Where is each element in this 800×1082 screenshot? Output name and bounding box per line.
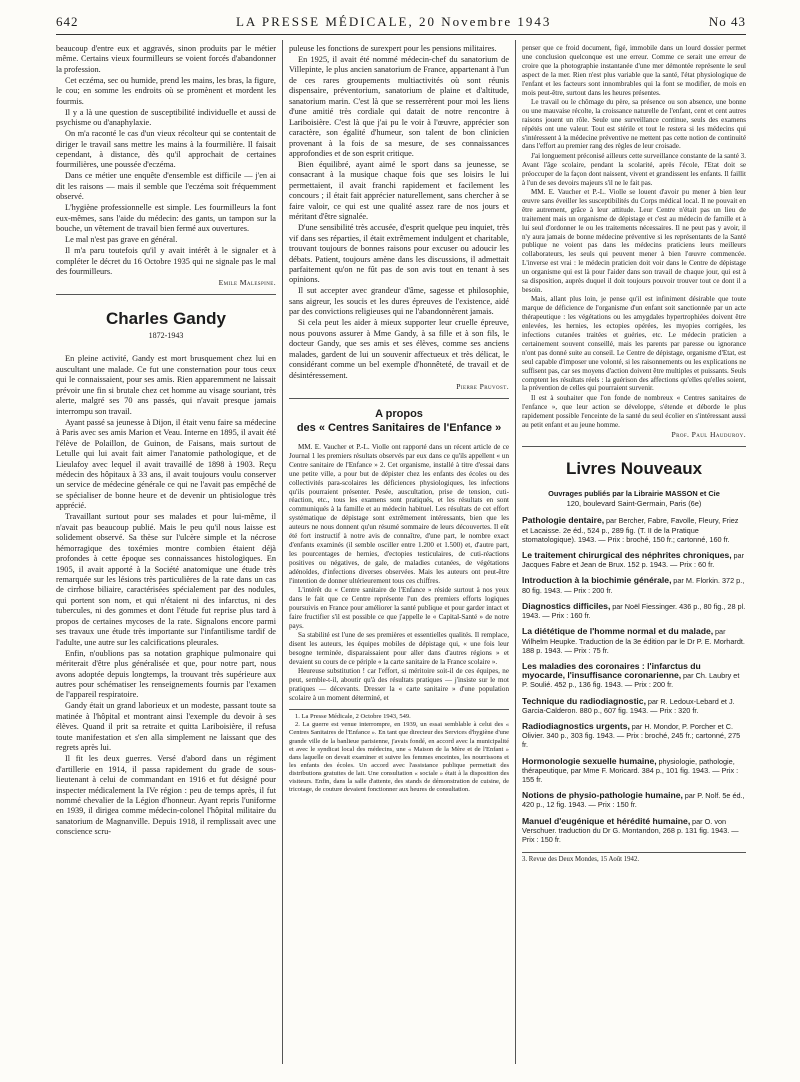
- book-details: par Bercher, Fabre, Favolle, Fleury, Friez et Lacaisse. 2e éd., 524 p., 289 fig. (T. II de la Pratique stomatologique). 1943. — Prix : broché, 150 fr.; cartonné, 160 fr.: [522, 516, 739, 544]
- author-signature: Pierre Pruvost.: [456, 382, 509, 391]
- book-title: Notions de physio-pathologie humaine,: [522, 790, 683, 801]
- paragraph: beaucoup d'entre eux et aggravés, sinon produits par le métier même. Certains vieux fourmilleurs se voient forcés d'abandonner la profession.: [56, 44, 276, 74]
- article-body: [289, 443, 509, 703]
- author-signature: Emile Malespine.: [218, 278, 276, 288]
- issue-number: No 43: [708, 14, 746, 29]
- book-details: par Ch. Laubry et P. Soulié. 452 p., 136 fig. 1943. — Prix : 200 fr.: [522, 671, 740, 690]
- paragraph: Travaillant surtout pour ses malades et pour lui-même, il n'avait pas beaucoup publié. Mais le peu qu'il nous laisse est solidement observé. Sa thèse sur l'ulcère simple et la nécrose hémorragique des toxémies montre combien étaient déjà profondes à cette époque ses connaissances histologiques. En 1905, il avait apporté à la Société anatomique une étude très remarquée sur les lésions très particulières de la rate dans un cas de cirrhose biliaire, caractérisées spécialement par des nodules, qui portent son nom, et qui n'étaient ni des infarctus, ni des tubercules, ni des gommes et dont l'étude fut reprise plus tard à propos de certaines mycoses de la rate. Signalons encore parmi ses travaux une étude très importante sur l'infantilisme tardif de l'adulte, une autre sur les calcifications pleurales.: [56, 512, 276, 647]
- article-title: Charles Gandy: [106, 309, 226, 329]
- article-title-line: A propos: [375, 408, 423, 420]
- book-entry: [522, 757, 746, 785]
- book-details: physiologie, pathologie, thérapeutique, par Mme F. Moricard. 384 p., 101 fig. 1943. — Prix : 155 fr.: [522, 756, 739, 784]
- publisher-name: Ouvrages publiés par la Librairie MASSON et Cie: [548, 489, 720, 499]
- paragraph: Enfin, n'oublions pas sa notation graphique pulmonaire qui mériterait d'être plus généralisée et que, pour notre part, nous avons adoptée depuis longtemps, la trouvant très supérieure aux autres pour schématiser les renseignements fournis par l'examen de l'appareil respiratoire.: [56, 648, 276, 700]
- author-signature: Prof. Paul Hauduroy.: [671, 430, 746, 440]
- footnote: 2. La guerre est venue interrompre, en 1939, un essai semblable à celui des « Centres Sanitaires de l'Enfance ». En tant que directeur des Services d'hygiène d'une grande ville de la banlieue parisienne, j'avais fondé, en accord avec la municipalité et avec le syndicat local des médecins, une « Maison de la Mère et de l'Enfant » dans laquelle on devait examiner et suivre les femmes enceintes, les nourrissons et les enfants des écoles. Un accord avec l'assistance publique permettait des distributions gratuites de lait. Une consultation « sociale » était à la disposition des visiteurs. Enfin, dans la salle d'attente, des stands de démonstration de cuisine, de tricotage, de couture devaient fonctionner aux heures de consultation.: [289, 721, 509, 794]
- column-1: [56, 44, 276, 1064]
- book-title: Diagnostics difficiles,: [522, 600, 611, 611]
- apropos-article-continued: [522, 44, 746, 429]
- column-2: [289, 44, 509, 1064]
- header-rule: [56, 34, 746, 35]
- paragraph: MM. E. Vaucher et P.-L. Violle se louent d'avoir pu mener à bien leur œuvre sans éveiller les susceptibilités du Corps médical local. Il ne pouvait en être autrement, grâce à leur attitude. Leur Centre n'était pas un lieu de traitement mais un organisme de dépistage et c'est au médecin de famille et à lui seul d'ordonner le ou les traitements nécessaires. Il ne peut pas y avoir, il n'y aura jamais de bonne médecine préventive si les représentants de la Santé publique ne voient pas dans les médecins praticiens leurs meilleurs collaborateurs, les seuls qui peuvent mener à bien l'œuvre commencée. L'inverse est vrai : le médecin praticien doit voir dans le Centre de dépistage un organisme qui est là pour l'aider dans son travail de chaque jour, qui est à sa disposition, auprès duquel il doit toujours pouvoir trouver tout ce dont il a besoin.: [522, 188, 746, 294]
- footnotes: [289, 709, 509, 794]
- column-separator: [282, 40, 283, 1064]
- fourmilleurs-article: [56, 44, 276, 287]
- paragraph: penser que ce froid document, figé, immobile dans un lourd dossier permet une conclusion quelconque est une erreur. Comme ce serait une erreur de croire que la photographie instantanée d'une mer démontée représente le seul aspect de la mer. Rien n'est plus variable que la santé, l'état physiologique de l'enfant et les facteurs sont innombrables qui la font se modifier, de mois en mois peut-être, surtout dans les heures présentes.: [522, 44, 746, 97]
- book-entry: [522, 551, 746, 569]
- book-entry: [522, 722, 746, 750]
- paragraph: Le mal n'est pas grave en général.: [65, 235, 178, 245]
- book-entry: [522, 516, 746, 544]
- publisher-info: [522, 489, 746, 508]
- book-entry: [522, 697, 746, 715]
- gandy-obituary-continued: [289, 44, 509, 391]
- paragraph: Dans ce métier une enquête d'ensemble est difficile — j'en ai dit les raisons — mais il semble que l'eczéma soit fréquemment observé.: [56, 171, 276, 202]
- paragraph: Le travail ou le chômage du père, sa présence ou son absence, une bonne ou une mauvaise récolte, la croissance naturelle de l'enfant, cent et cent autres raisons jouent un rôle. Seule une surveillance continue, seuls des examens répétés ont une valeur. Tout est stérile et tout le restera si les médecins qui s'intéressent à la médecine préventive ne mettent pas cette notion de continuité dans l'effort au premier rang des règles de leur croisade.: [522, 97, 746, 151]
- paragraph: Il sut accepter avec grandeur d'âme, sagesse et philosophie, sans aigreur, les soucis et les dures épreuves de l'existence, aidé par des convictions religieuses qui ne l'abandonnèrent jamais.: [289, 286, 509, 317]
- book-entry: [522, 576, 746, 594]
- paragraph: puleuse les fonctions de surexpert pour les pensions militaires.: [289, 44, 497, 53]
- section-divider: [522, 446, 746, 447]
- paragraph: Ayant passé sa jeunesse à Dijon, il était venu faire sa médecine à Paris avec ses amis Marion et Veau. Interne en 1895, il avait été l'élève de Polaillon, de Guinon, de Faisans, mais surtout de Letulle qui lui avait fait aimer l'anatomie pathologique, et de Lieulafoy avec lequel il avait travaillé de 1898 à 1903. Reçu médecin des hôpitaux à 33 ans, il avait toujours voulu conserver un service de médecine générale ce qui ne l'avait pas empêché de se spécialiser de bonne heure et de devenir un phtisiologue très apprécié.: [56, 417, 276, 511]
- book-title: Les maladies des coronaires : l'infarctus du myocarde, l'insuffisance coronarienne,: [522, 660, 701, 681]
- paragraph: Il est à souhaiter que l'on fonde de nombreux « Centres sanitaires de l'enfance », que leur action se développe, s'étende et déborde le plus rapidement possible l'enceinte de la santé du seul écolier en s'intéressant aussi au petit enfant et au jeune homme.: [522, 393, 746, 429]
- page-number: 642: [56, 14, 79, 29]
- livres-nouveaux-section: [522, 459, 746, 863]
- paragraph: D'une sensibilité très accusée, d'esprit quelque peu inquiet, très vif dans ses réparties, il était extrêmement indulgent et charitable, trouvant toujours de bonnes raisons pour excuser ou adoucir les débats. Patient, toujours amène dans les discussions, il admettait parfaitement qu'on ne fût pas de son avis tout en tenant à ses opinions.: [289, 223, 509, 285]
- book-details: par Noël Fiessinger. 436 p., 80 fig., 28 pl. 1943. — Prix : 160 fr.: [522, 601, 746, 621]
- column-3: [522, 44, 746, 1064]
- footnote: 3. Revue des Deux Mondes, 15 Août 1942.: [522, 852, 746, 863]
- paragraph: J'ai longuement préconisé ailleurs cette surveillance constante de la santé 3. Avant l'âge scolaire, pendant la scolarité, après l'école, l'Etat doit se préoccuper de la façon dont naissent, vivent et grandissent les enfants. Il faillit à l'un de ses devoirs majeurs s'il ne le fait pas.: [522, 151, 746, 187]
- paragraph: Si cela peut les aider à mieux supporter leur cruelle épreuve, nous pouvons assurer à Mme Gandy, à sa fille et à son fils, le docteur Gandy, que ses amis et ses élèves, comme ses anciens malades, gardent de lui un souvenir affectueux et très délicat, le considérant comme un bel exemple d'honnêteté, de travail et de désintéressement.: [289, 318, 509, 380]
- book-title: La diététique de l'homme normal et du malade,: [522, 626, 714, 637]
- book-details: par R. Ledoux-Lebard et J. Garcia-Calderon. 880 p., 607 fig. 1943. — Prix : 320 fr.: [522, 696, 735, 715]
- book-details: par M. Florkin. 372 p., 80 fig. 1943. — Prix : 200 fr.: [522, 576, 745, 595]
- article-title-line: des « Centres Sanitaires de l'Enfance »: [296, 422, 502, 434]
- paragraph: Mais, allant plus loin, je pense qu'il est infiniment désirable que toute marque de déficience de l'organisme d'un enfant soit sanctionnée par un acte thérapeutique : les végétations ou les amygdales hypertrophiées doivent être enlevées, les hernies, les ectopies opérées, les myopies corrigées, les infections cutanées traitées et guéries, etc. Le médecin praticien a certainement souvent conseillé, mais les parents par paresse ou ignorance n'ont pas donné suite au conseil. Le Centre de dépistage, organisme d'Etat, est seul capable d'imposer une volonté, si les raisonnements ou les explications ne suffisent pas, car ses moyens d'action doivent être multiples et puissants. Seuls comptent les résultats réels : la guérison des affections qu'elles qu'elles soient, la prévention de celles qui pourraient survenir.: [522, 295, 746, 393]
- book-title: Le traitement chirurgical des néphrites chroniques,: [522, 550, 732, 561]
- footnote: 1. La Presse Médicale, 2 Octobre 1943, 549.: [295, 712, 411, 720]
- book-title: Technique du radiodiagnostic,: [522, 695, 646, 706]
- paragraph: L'intérêt du « Centre sanitaire de l'Enfance » réside surtout à nos yeux dans le fait que ce Centre représente l'un des premiers efforts logiques poursuivis en France pour améliorer la santé publique et pour garder intact et faire fructifier s'il est possible ce que j'appelle le « Capital-Santé » de notre pays.: [289, 586, 509, 630]
- book-entry: [522, 602, 746, 620]
- journal-title: LA PRESSE MÉDICALE, 20 Novembre 1943: [235, 14, 552, 29]
- book-entry: [522, 817, 746, 845]
- gandy-obituary: [56, 309, 276, 837]
- paragraph: Il m'a paru toutefois qu'il y avait intérêt à le signaler et à compléter le décret du 16 Octobre 1935 qui ne signale pas le mal des fourmilleurs.: [56, 246, 276, 277]
- publisher-address: 120, boulevard Saint-Germain, Paris (6e): [566, 498, 702, 508]
- paragraph: Cet eczéma, sec ou humide, prend les mains, les bras, la figure, le cou; en somme les endroits où se promènent et mordent les fourmis.: [56, 75, 276, 106]
- book-title: Introduction à la biochimie générale,: [522, 575, 672, 586]
- paragraph: Gandy était un grand laborieux et un modeste, passant toute sa matinée à l'hôpital et montrant ainsi l'exemple du devoir à ses élèves. Quand il prit sa retraite et quitta Lariboisière, il refusa toute manifestation et s'en alla simplement ne laissant que des regrets après lui.: [56, 701, 276, 753]
- book-details: par Wilhelm Heupke. Traduction de la 3e édition par le Dr P. E. Morhardt. 188 p. 1943. — Prix : 75 fr.: [522, 627, 745, 655]
- book-title: Radiodiagnostics urgents,: [522, 720, 630, 731]
- paragraph: Il fit les deux guerres. Versé d'abord dans un régiment d'artillerie en 1914, il passa rapidement du grade de sous-lieutenant à celui de commandant en 1916 et fut désigné pour inspecter médicalement la IVe région : peu de temps après, il fut nommé chevalier de la Légion d'honneur. Ayant repris l'uniforme en 1939, il dirigea comme médecin-colonel l'hôpital militaire du sanatorium de Magnanville. Depuis 1918, il remplissait avec une conscience scru-: [56, 754, 276, 837]
- book-details: par Jacques Fabre et Jean de Brux. 152 p. 1943. — Prix : 60 fr.: [522, 551, 745, 570]
- apropos-article: [289, 407, 509, 794]
- article-title: [289, 407, 509, 435]
- book-entry: [522, 627, 746, 655]
- book-title: Manuel d'eugénique et hérédité humaine,: [522, 815, 691, 826]
- book-list: [522, 516, 746, 844]
- book-details: par P. Nolf. 5e éd., 420 p., 12 fig. 1943. — Prix : 150 fr.: [522, 791, 745, 810]
- paragraph: Il y a là une question de susceptibilité individuelle et aussi de psychisme ou d'anaphylaxie.: [56, 107, 276, 128]
- book-entry: [522, 662, 746, 690]
- paragraph: En pleine activité, Gandy est mort brusquement chez lui en auscultant une malade. Ce fut une consternation pour tous ceux qui le connaissaient, pour ses amis. Rien apparemment ne laissait prévoir une fin si brutale chez cet homme au visage souriant, très alerte, malgré ses 70 ans passés, qui n'avait presque jamais interrompu son travail.: [56, 354, 276, 416]
- paragraph: Sa stabilité est l'une de ses premières et essentielles qualités. Il remplace, disent les auteurs, les équipes mobiles de dépistage qui, « une fois leur besogne terminée, disparaissaient pour aller dans d'autres régions » et devaient su cours de ce périple « la carte sanitaire de la France scolaire ».: [289, 631, 509, 666]
- paragraph: On m'a raconté le cas d'un vieux récolteur qui se contentait de diriger le travail sans mettre les mains à la fourmilière. Il faisait cependant, à distance, dès qu'il approchait de certaines fourmilières, une poussée d'eczéma.: [56, 129, 276, 170]
- section-divider: [56, 294, 276, 295]
- column-separator: [515, 40, 516, 1064]
- article-dates: 1872-1943: [148, 331, 184, 341]
- paragraph: Heureuse substitution ! car l'effort, si méritoire soit-il de ces équipes, ne peut, semble-t-il, aboutir qu'à des résultats pratiques — j'insiste sur le mot pratiques — décevants. Dresser la « carte sanitaire » d'une population scolaire à un moment déterminé, et: [289, 667, 509, 702]
- book-title: Pathologie dentaire,: [522, 515, 605, 526]
- section-title: Livres Nouveaux: [565, 459, 703, 479]
- paragraph: Bien équilibré, ayant aimé le sport dans sa jeunesse, se consacrant à la musique chaque fois que ses loisirs le lui permettaient, il avait franchi rapidement et facilement les concours ; il était fait apprécier naturellement, sans chercher à se faire valoir, ce qui est une qualité assez rare de nos jours et méritant d'être signalée.: [289, 159, 509, 222]
- paragraph: En 1925, il avait été nommé médecin-chef du sanatorium de Villepinte, le plus ancien sanatorium de France, appartenant à l'un de ces rares groupements multiactivités où sont réunis dispensaire, préventorium, sanatorium de plaine et d'altitude, sanatorium marin. C'est là que se resserrèrent pour moi les liens d'une amitié très cordiale qui datait de notre rencontre à Lariboisière. C'est là que j'ai pu le voir à l'œuvre, apprécier son caractère, son égalité d'humeur, son talent de bon clinicien provenant à la fois de sa mesure, de ses connaissances approfondies et de son esprit critique.: [289, 54, 509, 159]
- book-entry: [522, 791, 746, 809]
- section-divider: [289, 398, 509, 399]
- book-details: par H. Mondor, P. Porcher et C. Olivier. 340 p., 303 fig. 1943. — Prix : broché, 245 fr.; cartonné, 275 fr.: [522, 721, 741, 750]
- paragraph: L'hygiène professionnelle est simple. Les fourmilleurs la font eux-mêmes, sans l'aide du médecin: des gants, un tampon sur la bouche, un vêtement de travail bien fermé aux ouvertures.: [56, 203, 276, 234]
- book-title: Hormonologie sexuelle humaine,: [522, 755, 657, 766]
- paragraph: MM. E. Vaucher et P.-L. Violle ont rapporté dans un récent article de ce Journal 1 les premiers résultats observés par eux dans ce qu'ils appellent « un Centre sanitaire de l'Enfance » 2. Cet organisme, installé à titre d'essai dans une petite ville, a pour but de dépister chez les enfants des écoles ou des collectivités para-scolaires les déficiences physiologiques, les infections qu'ils pourraient présenter. Pesée, auscultation, prise de tension, cuti-réaction, etc., tous les examens sont pratiqués, et les résultats en sont communiqués à la famille et au médecin habituel. Les résultats de cet effort systématique de dépistage sont extrêmement intéressants, bien que les auteurs ne nous donnent qu'un résumé sommaire de leurs découvertes. Il eût été fort instructif à notre avis de connaître, d'une part, le nombre exact d'enfants examinés (il semble osciller entre 1.200 et 1.500) et, d'autre part, les pourcentages de hernies, d'ectopies testiculaires, de cuti-réactions positives ou négatives, de gale, de maladies cutanées, de végétations adénoïdes, d'infections diverses observées. Mais les auteurs ont peut-être l'intention de donner ultérieurement tous ces chiffres.: [289, 443, 509, 585]
- page-header: [56, 14, 746, 32]
- book-details: par O. von Verschuer. traduction du Dr G. Montandon, 268 p. 131 fig. 1943. — Prix : 150 fr.: [522, 816, 739, 844]
